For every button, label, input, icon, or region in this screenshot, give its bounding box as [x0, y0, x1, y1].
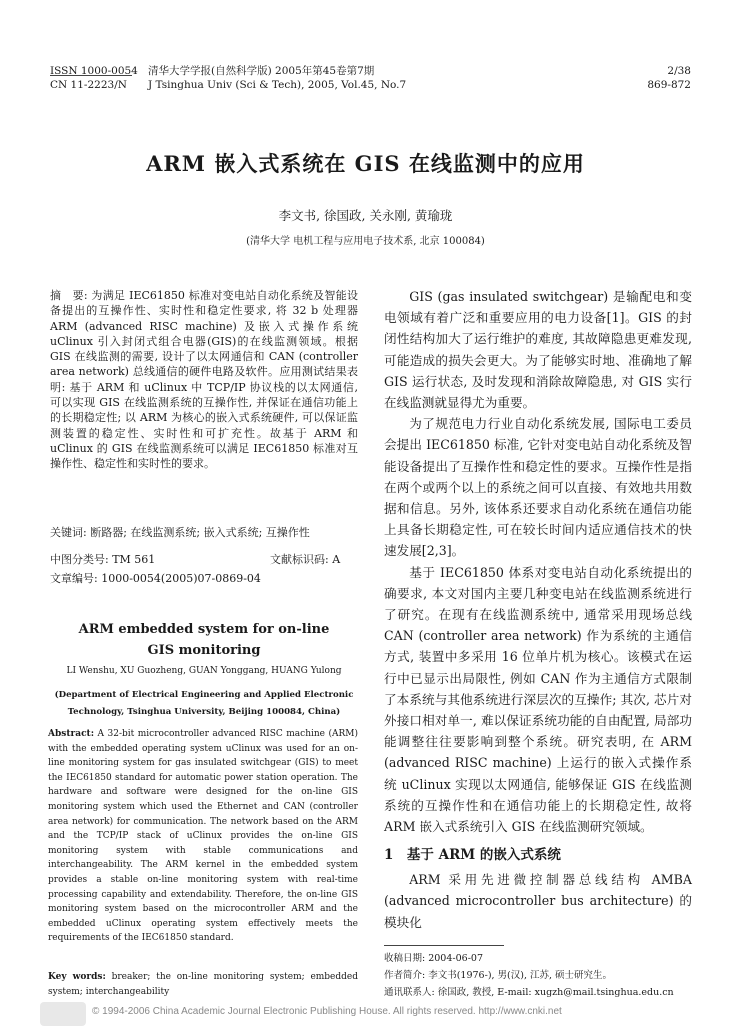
abstract-label: Abstract:: [48, 729, 95, 739]
contact-info: 通讯联系人: 徐国政, 教授, E-mail: xugzh@mail.tsinghua.edu.cn: [384, 987, 674, 998]
english-keywords-text: breaker; the on-line monitoring system; embedded system; interchangeability: [48, 972, 358, 997]
cnki-logo: [40, 1002, 86, 1026]
english-abstract: [48, 727, 358, 946]
english-authors: LI Wenshu, XU Guozheng, GUAN Yonggang, HUANG Yulong: [66, 666, 342, 676]
paper-title: ARM 嵌入式系统在 GIS 在线监测中的应用: [146, 151, 585, 176]
page-range: 869-872: [647, 79, 691, 91]
english-abstract-text: A 32-bit microcontroller advanced RISC machine (ARM) with the embedded operating system uClinux was used for an on-line monitoring system for gas insulated switchgear (GIS) to meet the IEC61850 standard for automatic power station operation. The hardware and software were designed for the on-line GIS monitoring system which used the Ethernet and CAN (controller area network) for communication. The network based on the ARM and the TCP/IP stack of uClinux provides the on-line GIS monitoring system with stable communications and interchangeability. The ARM kernel in the embedded system provides a stable on-line monitoring system with real-time processing capability and extendability. Therefore, the on-line GIS monitoring system based on the microcontroller ARM and the embedded uClinux operating system effectively meets the requirements of the IEC61850 standard.: [48, 729, 358, 944]
issn: ISSN 1000-0054: [50, 65, 138, 77]
received-date: 收稿日期: 2004-06-07: [384, 953, 483, 964]
abstract-cn: 摘 要: 为满足 IEC61850 标准对变电站自动化系统及智能设备提出的互操作性、实时性和稳定性要求, 将 32 b 处理器 ARM (advanced RISC machine) 及嵌入式操作系统 uClinux 引入封闭式组合电器(GIS)的在线监测领域。根据 GIS 在线监测的需要, 设计了以太网通信和 CAN (controller area network) 总线通信的硬件电路及软件。应用测试结果表明: 基于 ARM 和 uClinux 中 TCP/IP 协议栈的以太网通信, 可以实现 GIS 在线监测系统的互操作性, 并保证在通信功能上的长期稳定性; 以 ARM 为核心的嵌入式系统硬件, 可以保证监测装置的稳定性、实时性和可扩充性。故基于 ARM 和 uClinux 的 GIS 在线监测系统可以满足 IEC61850 标准对互操作性、稳定性和实时性的要求。: [50, 289, 358, 471]
body-paragraph-4: ARM 采用先进微控制器总线结构 AMBA (advanced microcontroller bus architecture) 的模块化: [384, 872, 692, 930]
english-title-line2: GIS monitoring: [147, 643, 261, 658]
section-heading-1: 1 基于 ARM 的嵌入式系统: [384, 847, 561, 864]
issn-underline: [50, 75, 132, 76]
author-intro: 作者简介: 李文书(1976-), 男(汉), 江苏, 硕士研究生。: [384, 970, 613, 981]
body-column: [384, 286, 692, 933]
keywords-label: Key words:: [48, 972, 106, 982]
body-paragraph-2: 为了规范电力行业自动化系统发展, 国际电工委员会提出 IEC61850 标准, 它针对变电站自动化系统及智能设备提出了互操作性和稳定性的要求。互操作性是指在两个或两个以上的系统之间可以直接、有效地共用数据和信息。另外, 该体系还要求自动化系统在通信功能上具备长期稳定性, 可在较长时间内适应通信技术的快速发展[2,3]。: [384, 416, 692, 559]
english-title-line1: ARM embedded system for on-line: [78, 622, 330, 637]
document-code: 文献标识码: A: [270, 553, 341, 566]
authors-cn: 李文书, 徐国政, 关永刚, 黄瑜珑: [278, 208, 453, 223]
journal-title-cn: 清华大学学报(自然科学版) 2005年第45卷第7期: [148, 65, 375, 77]
journal-title-en: J Tsinghua Univ (Sci & Tech), 2005, Vol.45, No.7: [148, 79, 407, 91]
english-affiliation-line1: (Department of Electrical Engineering and Applied Electronic: [54, 690, 354, 700]
body-paragraph-1: GIS (gas insulated switchgear) 是输配电和变电领域有着广泛和重要应用的电力设备[1]。GIS 的封闭性结构加大了运行维护的难度, 其故障隐患更难发现, 可能造成的损失会更大。为了能够实时地、准确地了解 GIS 运行状态, 及时发现和消除故障隐患, 对 GIS 实行在线监测就显得尤为重要。: [384, 289, 692, 411]
copyright-footer: © 1994-2006 China Academic Journal Electronic Publishing House. All rights reserved. http://www.cnki.net: [92, 1006, 562, 1017]
clc-number: 中图分类号: TM 561: [50, 553, 156, 566]
article-number: 文章编号: 1000-0054(2005)07-0869-04: [50, 572, 261, 585]
serial-number: 2/38: [667, 65, 691, 77]
footnote-rule: [384, 945, 504, 946]
english-keywords: [48, 970, 358, 999]
footnote: [384, 950, 704, 1001]
body-paragraph-3: 基于 IEC61850 体系对变电站自动化系统提出的确要求, 本文对国内主要几种变电站在线监测系统进行了研究。在现有在线监测系统中, 通常采用现场总线 CAN (controller area network) 作为系统的主通信方式, 装置中多采用 16 位单片机为核心。该模式在运行中已显示出局限性, 例如 CAN 作为主通信方式限制了本系统与其他系统进行深层次的互操作; 其次, 芯片对外接口相对单一, 难以保证系统功能的自由配置, 局部功能调整往往要影响到整个系统。研究表明, 在 ARM (advanced RISC machine) 上运行的嵌入式操作系统 uClinux 实现以太网通信, 能够保证 GIS 在线监测系统的互操作性和在通信功能上的长期稳定性, 故将 ARM 嵌入式系统引入 GIS 在线监测研究领域。: [384, 564, 692, 835]
english-affiliation-line2: Technology, Tsinghua University, Beijing 100084, China): [67, 707, 341, 717]
cn-number: CN 11-2223/N: [50, 79, 127, 91]
affiliation-cn: (清华大学 电机工程与应用电子技术系, 北京 100084): [246, 236, 485, 247]
keywords-cn: 关键词: 断路器; 在线监测系统; 嵌入式系统; 互操作性: [50, 526, 310, 539]
